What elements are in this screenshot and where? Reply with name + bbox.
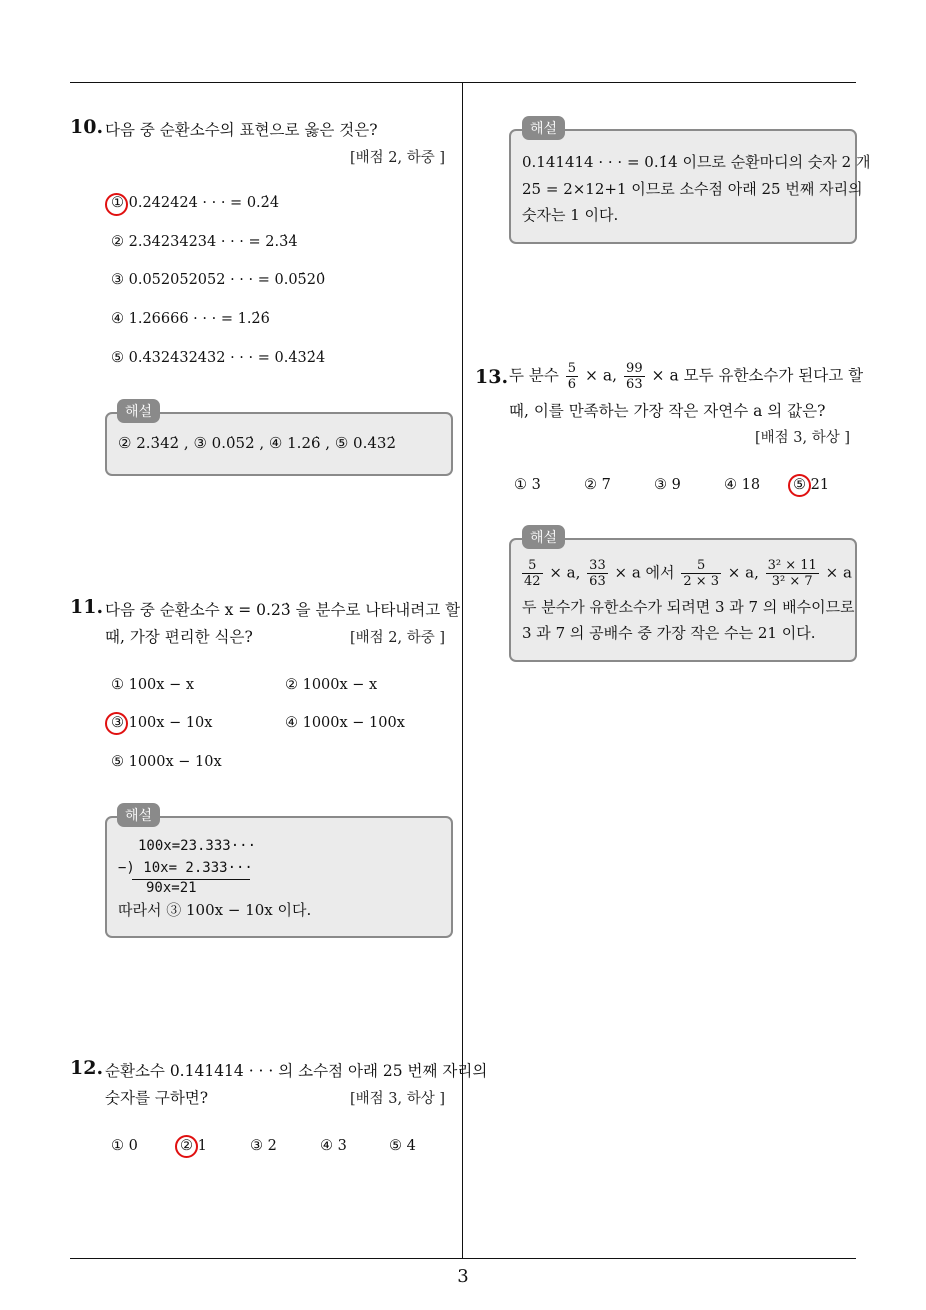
- answer-mark-circle: [105, 193, 128, 216]
- option-4[interactable]: ④ 3: [320, 1138, 347, 1154]
- option-1[interactable]: ① 3: [514, 477, 541, 493]
- sol-text-4: × a: [825, 563, 852, 582]
- question-text-line2: 때, 이를 만족하는 가장 작은 자연수 a 의 값은?: [509, 402, 826, 420]
- solution-label: 해설: [522, 525, 565, 549]
- answer-mark-circle: [105, 712, 128, 735]
- option-2[interactable]: ② 1: [180, 1138, 207, 1154]
- text-mid1: × a,: [585, 366, 618, 385]
- fraction: $\frac{33}{63}$: [589, 558, 606, 589]
- sol-text-2: × a 에서: [614, 563, 675, 582]
- solution-line-3: 90x=21: [146, 880, 197, 896]
- question-number: 10.: [70, 116, 104, 138]
- text-mid2: × a 모두 유한소수가 된다고 할: [651, 366, 864, 385]
- text-pre: 두 분수: [509, 366, 559, 385]
- question-meta: [배점 3, 하상 ]: [755, 430, 851, 446]
- fraction: $\frac{5}{42}$: [524, 558, 541, 589]
- question-text-line1: 다음 중 순환소수 x = 0.23̇ 을 분수로 나타내려고 할: [105, 601, 461, 619]
- option-2[interactable]: ② 2.34234234 · · · = 2.3̇4̇: [111, 234, 298, 250]
- solution-label: 해설: [117, 803, 160, 827]
- option-3[interactable]: ③ 9: [654, 477, 681, 493]
- option-5[interactable]: ⑤ 4: [389, 1138, 416, 1154]
- option-3[interactable]: ③ 0.052052052 · · · = 0.05̇20̇: [111, 272, 326, 288]
- solution-line-2: 두 분수가 유한소수가 되려면 3 과 7 의 배수이므로: [522, 598, 855, 616]
- solution-text: ② 2.3̇42̇ , ③ 0.0̇52̇ , ④ 1.26̇ , ⑤ 0.4̇32̇: [118, 434, 396, 452]
- option-5[interactable]: ⑤ 1000x − 10x: [111, 754, 222, 770]
- question-meta: [배점 3, 하상 ]: [350, 1091, 446, 1107]
- answer-mark-circle: [788, 474, 811, 497]
- option-2[interactable]: ② 1000x − x: [285, 677, 378, 693]
- option-4[interactable]: ④ 1000x − 100x: [285, 715, 405, 731]
- solution-line-2: 25 = 2×12+1 이므로 소수점 아래 25 번째 자리의: [522, 180, 863, 198]
- sol-text-1: × a,: [549, 563, 581, 582]
- question-meta: [배점 2, 하중 ]: [350, 630, 446, 646]
- solution-label: 해설: [117, 399, 160, 423]
- question-text-line1: [509, 361, 863, 392]
- fraction: $\frac{5}{2 \times 3}$: [683, 558, 720, 589]
- option-4[interactable]: ④ 1.26666 · · · = 1.2̇6̇: [111, 311, 270, 327]
- option-2[interactable]: ② 7: [584, 477, 611, 493]
- option-5[interactable]: ⑤ 0.432432432 · · · = 0.4̇32̇4̇: [111, 350, 326, 366]
- answer-mark-circle: [175, 1135, 198, 1158]
- question-text-line2: 때, 가장 편리한 식은?: [105, 628, 253, 646]
- solution-line-1: [520, 558, 852, 589]
- top-rule: [70, 82, 856, 83]
- question-number: 13.: [475, 366, 509, 388]
- solution-line-2: −) 10x= 2.333···: [118, 860, 253, 876]
- solution-line-4: 따라서 ③ 100x − 10x 이다.: [118, 901, 312, 919]
- solution-line-1: 100x=23.333···: [138, 838, 257, 854]
- option-5[interactable]: ⑤ 21: [793, 477, 830, 493]
- option-3[interactable]: ③ 100x − 10x: [111, 715, 213, 731]
- fraction-5-6: $\frac{5}{6}$: [567, 361, 577, 392]
- question-text: 다음 중 순환소수의 표현으로 옳은 것은?: [105, 121, 378, 139]
- option-1[interactable]: ① 0.242424 · · · = 0.2̇4̇: [111, 195, 280, 211]
- page-number: 3: [457, 1266, 469, 1287]
- option-3[interactable]: ③ 2: [250, 1138, 277, 1154]
- question-meta: [배점 2, 하중 ]: [350, 150, 446, 166]
- solution-line-3: 숫자는 1 이다.: [522, 206, 619, 224]
- question-number: 11.: [70, 596, 104, 618]
- question-text-line2: 숫자를 구하면?: [105, 1089, 209, 1107]
- solution-line-1: 0.141414 · · · = 0.1̇4̇ 이므로 순환마디의 숫자 2 개: [522, 153, 871, 171]
- sol-text-3: × a,: [727, 563, 759, 582]
- solution-line-3: 3 과 7 의 공배수 중 가장 작은 수는 21 이다.: [522, 624, 816, 642]
- fraction-99-63: $\frac{99}{63}$: [626, 361, 643, 392]
- option-4[interactable]: ④ 18: [724, 477, 761, 493]
- solution-label: 해설: [522, 116, 565, 140]
- fraction: $\frac{\text{3² × 11}}{\text{3² × 7}}$: [767, 558, 817, 589]
- question-text-line1: 순환소수 0.141414 · · · 의 소수점 아래 25 번째 자리의: [105, 1062, 488, 1080]
- column-divider: [462, 83, 463, 1259]
- bottom-rule: [70, 1258, 856, 1259]
- question-number: 12.: [70, 1057, 104, 1079]
- option-1[interactable]: ① 0: [111, 1138, 138, 1154]
- option-1[interactable]: ① 100x − x: [111, 677, 195, 693]
